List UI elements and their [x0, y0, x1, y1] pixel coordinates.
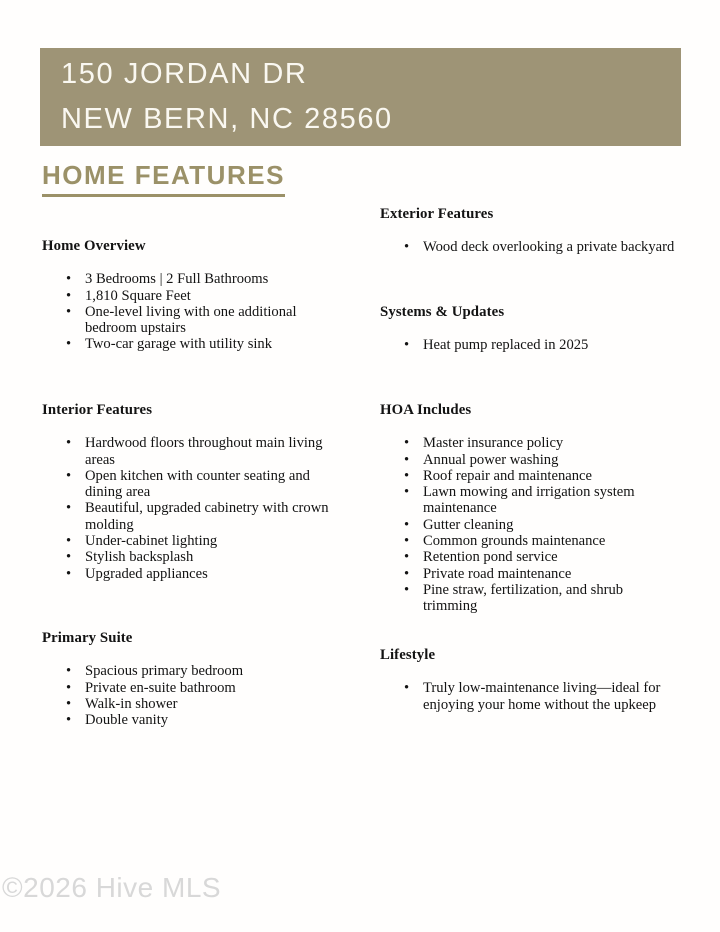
- list-item: • Retention pond service: [423, 549, 677, 565]
- list-item: • Private road maintenance: [423, 566, 677, 582]
- address-header: [40, 48, 681, 146]
- list-item: • Pine straw, fertilization, and shrub trimming: [423, 582, 677, 615]
- list-item: • Heat pump replaced in 2025: [423, 337, 677, 353]
- section-heading: Primary Suite: [42, 630, 133, 646]
- list-item: • One-level living with one additional bedroom upstairs: [85, 304, 335, 337]
- list-item: • Walk-in shower: [85, 696, 335, 712]
- list-item: • Under-cabinet lighting: [85, 533, 335, 549]
- list-item: • Open kitchen with counter seating and dining area: [85, 468, 335, 501]
- list-item: • 3 Bedrooms | 2 Full Bathrooms: [85, 271, 335, 287]
- list-item: • Hardwood floors throughout main living areas: [85, 435, 335, 468]
- bullet-list: [380, 680, 677, 713]
- list-item: • Wood deck overlooking a private backyard: [423, 239, 677, 255]
- section-systems-updates: [380, 304, 677, 354]
- section-home-overview: [42, 238, 335, 353]
- list-item: • 1,810 Square Feet: [85, 288, 335, 304]
- bullet-list: [42, 663, 335, 728]
- list-item: • Spacious primary bedroom: [85, 663, 335, 679]
- bullet-list: [42, 435, 335, 582]
- list-item: • Stylish backsplash: [85, 549, 335, 565]
- bullet-list: [380, 435, 677, 614]
- section-heading: Lifestyle: [380, 647, 436, 663]
- list-item: • Two-car garage with utility sink: [85, 336, 335, 352]
- list-item: • Gutter cleaning: [423, 517, 677, 533]
- list-item: • Master insurance policy: [423, 435, 677, 451]
- section-hoa-includes: [380, 402, 677, 615]
- list-item: • Truly low-maintenance living—ideal for enjoying your home without the upkeep: [423, 680, 677, 713]
- list-item: • Common grounds maintenance: [423, 533, 677, 549]
- section-heading: HOA Includes: [380, 402, 472, 418]
- mls-watermark: ©2026 Hive MLS: [2, 872, 222, 903]
- section-lifestyle: [380, 647, 677, 713]
- address-line-2: NEW BERN, NC 28560: [61, 103, 393, 135]
- section-heading: Home Overview: [42, 238, 146, 254]
- list-item: • Roof repair and maintenance: [423, 468, 677, 484]
- list-item: • Lawn mowing and irrigation system maintenance: [423, 484, 677, 517]
- section-primary-suite: [42, 630, 335, 728]
- list-item: • Private en-suite bathroom: [85, 680, 335, 696]
- list-item: • Annual power washing: [423, 452, 677, 468]
- bullet-list: [42, 271, 335, 352]
- section-heading: Interior Features: [42, 402, 153, 418]
- bullet-list: [380, 337, 677, 353]
- address-line-1: 150 JORDAN DR: [61, 58, 308, 90]
- list-item: • Upgraded appliances: [85, 566, 335, 582]
- section-interior-features: [42, 402, 335, 582]
- list-item: • Beautiful, upgraded cabinetry with crown molding: [85, 500, 335, 533]
- section-exterior-features: [380, 206, 677, 256]
- section-heading: Exterior Features: [380, 206, 494, 222]
- list-item: • Double vanity: [85, 712, 335, 728]
- page-title: HOME FEATURES: [42, 160, 285, 197]
- section-heading: Systems & Updates: [380, 304, 505, 320]
- bullet-list: [380, 239, 677, 255]
